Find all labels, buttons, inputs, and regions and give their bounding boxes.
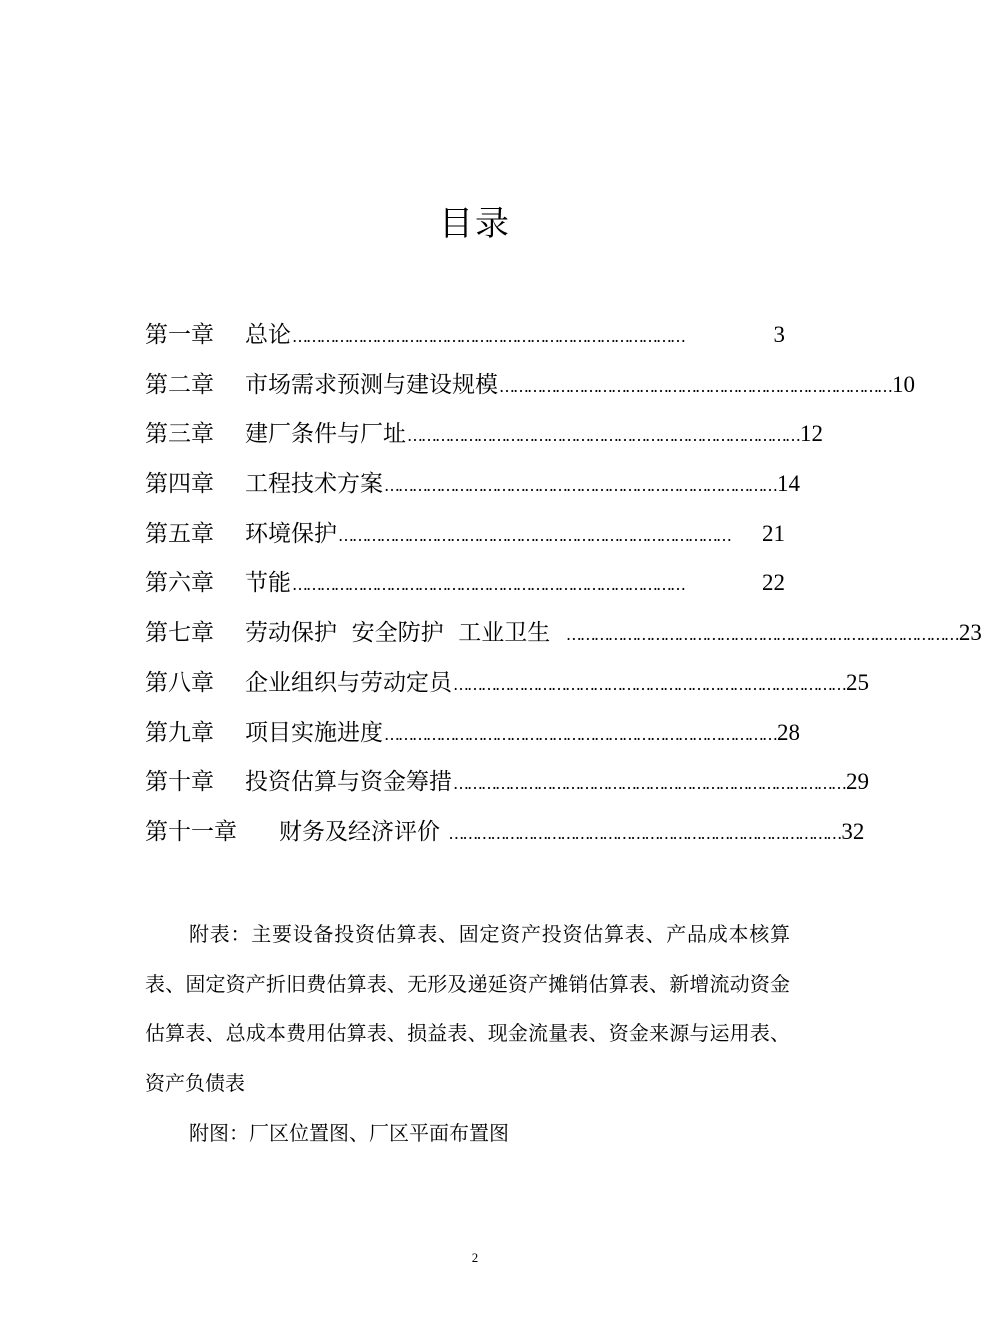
- toc-chapter: 第一章: [145, 322, 214, 348]
- toc-title: 总论: [245, 322, 291, 348]
- toc-leader-dots: …………………………………………………………………………: [384, 724, 776, 744]
- toc-entry: [145, 459, 800, 509]
- toc-leader-dots: …………………………………………………………………………: [292, 327, 684, 346]
- toc-entry: [145, 708, 800, 758]
- toc-leader-dots: …………………………………………………………………………: [453, 674, 845, 694]
- toc-page: 22: [762, 570, 785, 596]
- toc-page: 28: [777, 719, 800, 745]
- toc-entry: [145, 409, 823, 459]
- toc-title: 环境保护: [245, 520, 337, 547]
- toc-title: 财务及经济评价: [279, 818, 448, 845]
- toc-page: 10: [892, 371, 915, 397]
- toc-entry: [145, 658, 869, 708]
- toc-title: 企业组织与劳动定员: [245, 669, 452, 696]
- toc-page: 12: [800, 421, 823, 447]
- toc-chapter: 第七章: [145, 620, 214, 647]
- toc-chapter: 第八章: [145, 669, 214, 696]
- toc-page: 23: [958, 620, 982, 646]
- toc-leader-dots: …………………………………………………………………………: [292, 575, 684, 595]
- toc-entry: [145, 509, 785, 559]
- document-title: 目录: [439, 204, 511, 244]
- toc-chapter: 第二章: [145, 371, 214, 398]
- toc-entry: [145, 558, 785, 608]
- toc-page: 32: [841, 818, 865, 844]
- toc-title: 工程技术方案: [245, 471, 383, 498]
- toc-leader-dots: …………………………………………………………………………: [499, 376, 891, 396]
- appendix-figures-text: 附图：厂区位置图、厂区平面布置图: [189, 1121, 509, 1145]
- toc-chapter: 第六章: [145, 570, 214, 597]
- toc-entry: [145, 360, 915, 410]
- toc-chapter: 第四章: [145, 471, 214, 498]
- toc-entry: [145, 807, 865, 857]
- toc-chapter: 第五章: [145, 520, 214, 547]
- toc-title: 市场需求预测与建设规模: [245, 371, 498, 398]
- toc-entry: [145, 608, 982, 658]
- appendix-tables-text: 附表：主要设备投资估算表、固定资产投资估算表、产品成本核算表、固定资产折旧费估算表、无形及递延资产摊销估算表、新增流动资金估算表、总成本费用估算表、损益表、现金流量表、资金来源与运用表、资产负债表: [145, 922, 790, 1095]
- toc-leader-dots: …………………………………………………………………………: [384, 476, 776, 496]
- toc-leader-dots: …………………………………………………………………………: [448, 823, 841, 843]
- toc-chapter: 第九章: [145, 719, 214, 746]
- toc-page: 29: [846, 769, 869, 795]
- toc-chapter: 第十章: [145, 769, 214, 796]
- toc-leader-dots: …………………………………………………………………………: [338, 525, 730, 545]
- toc-leader-dots: …………………………………………………………………………: [565, 625, 958, 645]
- toc-title: 建厂条件与厂址: [245, 421, 406, 448]
- toc-title: 投资估算与资金筹措: [245, 769, 452, 796]
- table-of-contents: [145, 310, 982, 857]
- toc-chapter: 第三章: [145, 421, 214, 448]
- toc-entry: [145, 310, 785, 360]
- toc-title: 项目实施进度: [245, 719, 383, 746]
- toc-page: 25: [846, 669, 869, 695]
- toc-page: 14: [777, 471, 800, 497]
- toc-entry: [145, 757, 869, 807]
- toc-title: 劳动保护 安全防护 工业卫生: [245, 620, 565, 647]
- toc-leader-dots: …………………………………………………………………………: [453, 774, 845, 794]
- toc-page: 3: [773, 322, 785, 347]
- toc-title: 节能: [245, 570, 291, 597]
- toc-chapter: 第十一章: [145, 818, 237, 845]
- toc-page: 21: [762, 520, 785, 546]
- toc-leader-dots: …………………………………………………………………………: [407, 426, 799, 446]
- page-number: 2: [471, 1250, 479, 1265]
